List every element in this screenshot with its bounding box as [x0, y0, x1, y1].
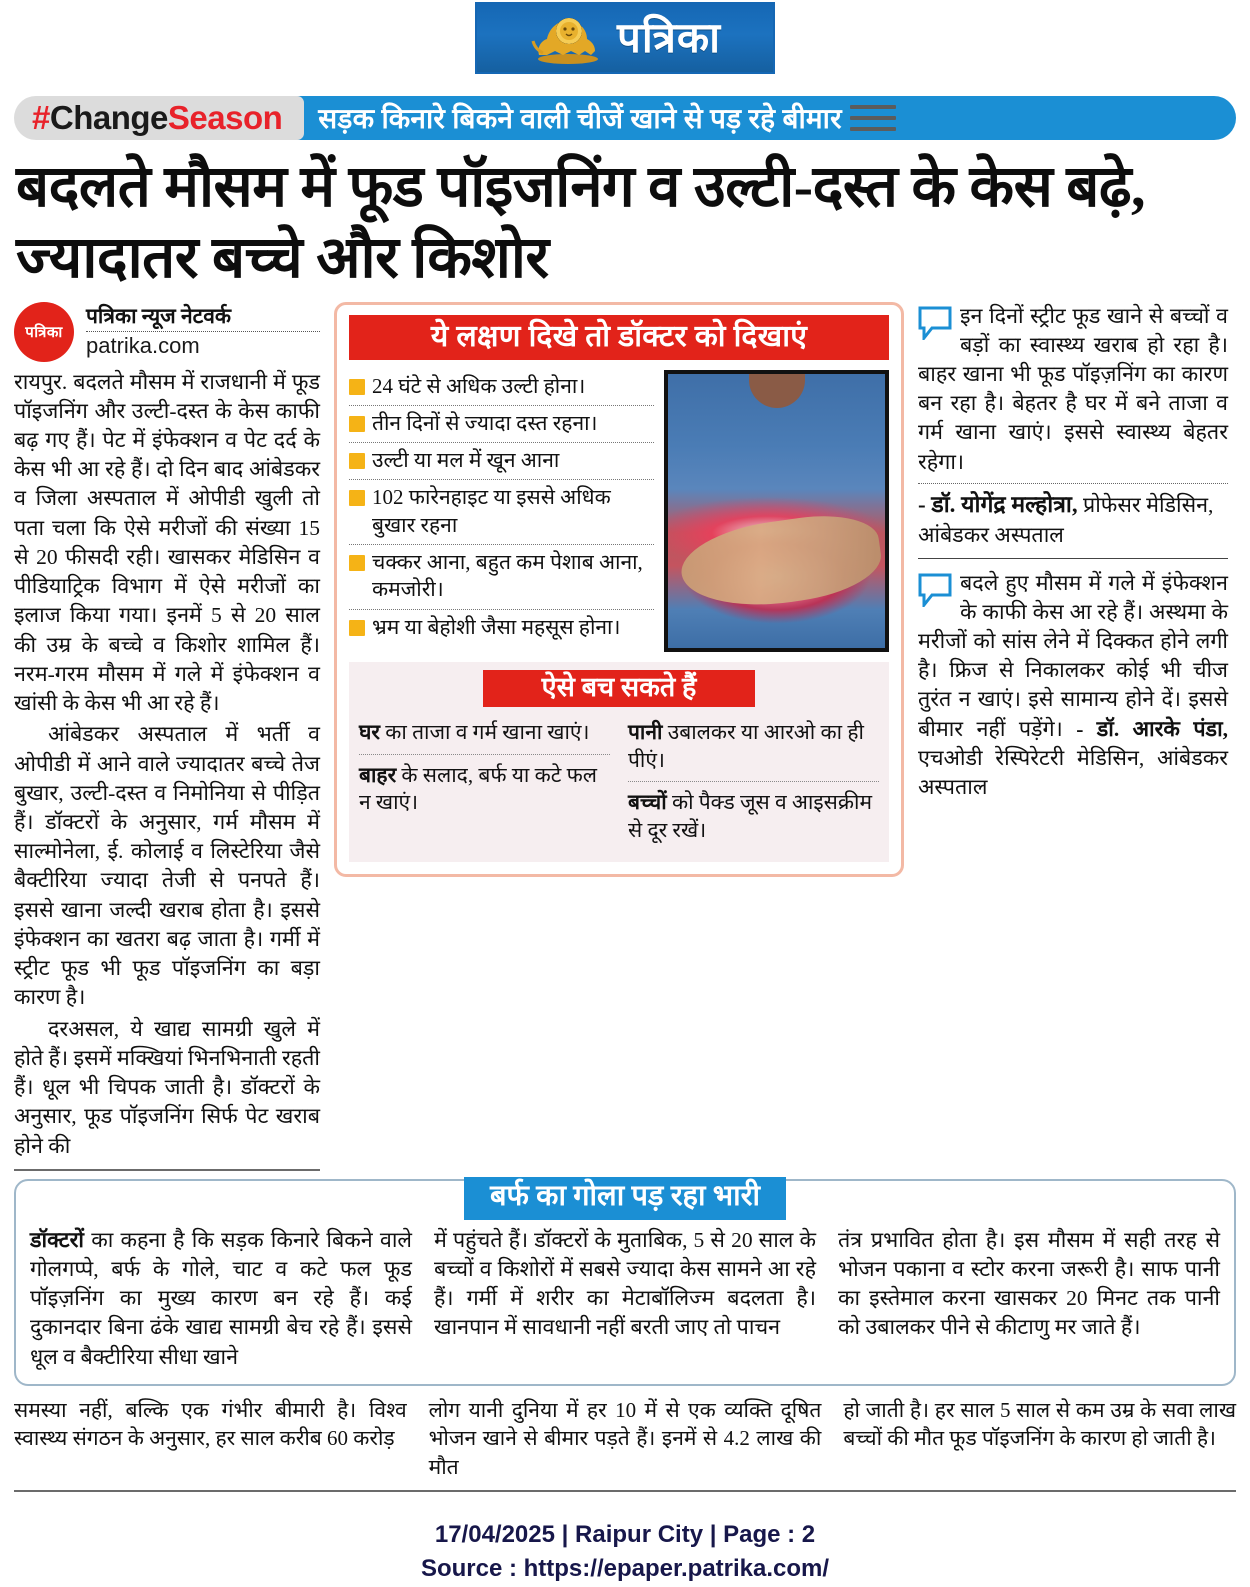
- tail-column-2: [429, 1396, 822, 1482]
- kicker-text: सड़क किनारे बिकने वाली चीजें खाने से पड़ रहे बीमार: [318, 104, 842, 135]
- symptoms-panel-title: ये लक्षण दिखे तो डॉक्टर को दिखाएं: [349, 315, 889, 360]
- prevention-rest: को पैक्ड जूस व आइसक्रीम से दूर रखें।: [628, 790, 873, 842]
- main-columns: [14, 302, 1236, 1163]
- prevention-column-left: [359, 717, 610, 850]
- list-item-label: भ्रम या बेहोशी जैसा महसूस होना।: [372, 614, 621, 639]
- ice-gola-column-1: [30, 1226, 412, 1372]
- list-item: [349, 481, 654, 543]
- list-item: [359, 760, 610, 822]
- byline-network: पत्रिका न्यूज नेटवर्क: [86, 303, 232, 328]
- paragraph: [30, 1226, 412, 1372]
- prevention-rest: का ताजा व गर्म खाना खाएं।: [380, 719, 590, 744]
- paragraph: में पहुंचते हैं। डॉक्टरों के मुताबिक, 5 से 20 साल के बच्चों व किशोरों में सबसे ज्यादा केस सामने आ रहे हैं। गर्मी में शरीर का मेटाबॉलिज्म बदलता है। खानपान में सावधानी नहीं बरती जाए तो पाचन: [434, 1227, 816, 1340]
- patrika-logo: [473, 0, 777, 76]
- list-item: [349, 611, 654, 645]
- ice-gola-column-3: [838, 1226, 1220, 1372]
- divider: [628, 781, 879, 782]
- quote-role: प्रोफेसर मेडिसिन, आंबेडकर अस्पताल: [918, 492, 1214, 547]
- quote-bubble-icon: [918, 306, 952, 340]
- hashtag-first-word: Change: [49, 99, 168, 136]
- ice-gola-box: [14, 1179, 1236, 1386]
- story-paragraph-1: रायपुर. बदलते मौसम में राजधानी में फूड पॉइजनिंग और उल्टी-दस्त के केस काफी बढ़ गए हैं। पेट में इंफेक्शन व पेट दर्द के केस भी आ रहे हैं। दो दिन बाद आंबेडकर व जिला अस्पताल में ओपीडी खुली तो पता चला कि ऐसे मरीजों की संख्या 15 से 20 फीसदी रही। खासकर मेडिसिन व पीडियाट्रिक विभाग में ऐसे मरीजों का इलाज किया गया। इनमें 5 से 20 साल की उम्र के बच्चे व किशोर शामिल हैं। नरम-गरम मौसम में गले में इंफेक्शन व खांसी के केस भी आ रहे हैं।: [14, 369, 320, 716]
- ice-gola-column-2: [434, 1226, 816, 1372]
- page-title: बदलते मौसम में फूड पॉइजनिंग व उल्टी-दस्त के केस बढ़े, ज्यादातर बच्चे और किशोर: [16, 154, 1146, 290]
- lion-icon: [529, 11, 607, 65]
- quote-author: - डॉ. योगेंद्र मल्होत्रा,: [918, 491, 1078, 517]
- ice-gola-columns: [30, 1226, 1220, 1372]
- logo-wordmark: पत्रिका: [616, 14, 722, 61]
- byline-text: [86, 305, 320, 358]
- list-item: [349, 407, 654, 441]
- expert-quote-1: [918, 302, 1228, 559]
- paragraph-body: का कहना है कि सड़क किनारे बिकने वाले गोलगप्पे, बर्फ के गोले, चाट व कटे फल फूड पॉइज़निंग का मुख्य कारण बन रहे हैं। कई दुकानदार बिना ढंके खाद्य सामग्री बेच रहे हैं। इससे धूल व बैक्टीरिया सीधा खाने: [30, 1227, 412, 1369]
- footer-date-line: 17/04/2025 | Raipur City | Page : 2: [434, 1520, 816, 1548]
- footer-source-line: Source : https://epaper.patrika.com/: [420, 1555, 830, 1583]
- prevention-lead: घर: [359, 719, 380, 744]
- symptoms-panel-box: [334, 302, 904, 877]
- divider: [349, 442, 654, 443]
- symptoms-panel: [334, 302, 904, 877]
- square-bullet-icon: [349, 490, 365, 506]
- left-column-rule: [14, 1169, 320, 1171]
- byline-divider: [86, 331, 320, 332]
- hashtag-pill: [14, 96, 304, 140]
- prevention-lead: पानी: [628, 719, 663, 744]
- prevention-rest: के सलाद, बर्फ या कटे फल न खाएं।: [359, 762, 598, 815]
- quote-text: [918, 569, 1228, 803]
- story-column: [14, 302, 320, 1163]
- divider: [349, 405, 654, 406]
- quote-author: - डॉ. आरके पंडा,: [1062, 716, 1229, 741]
- quote-bubble-icon: [918, 573, 952, 607]
- tail-column-3: [843, 1396, 1236, 1482]
- square-bullet-icon: [349, 620, 365, 636]
- list-item: [628, 787, 879, 849]
- list-item-label: चक्कर आना, बहुत कम पेशाब आना, कमजोरी।: [372, 549, 643, 602]
- divider: [349, 609, 654, 610]
- hash-symbol: #: [32, 99, 50, 136]
- expert-quotes-column: [918, 302, 1228, 803]
- hashtag-strip: [14, 94, 1236, 142]
- square-bullet-icon: [349, 453, 365, 469]
- symptoms-panel-body: [349, 370, 889, 652]
- stomach-pain-photo: [664, 370, 889, 652]
- list-item: [359, 717, 610, 752]
- quote-role: एचओडी रेस्पिरेटरी मेडिसिन, आंबेडकर अस्पताल: [918, 745, 1228, 800]
- prevention-section: [349, 662, 889, 862]
- quote-body: बदले हुए मौसम में गले में इंफेक्शन के काफी केस आ रहे हैं। अस्थमा के मरीजों को सांस लेने में दिक्कत होने लगी है। फ्रिज से निकालकर कोई भी चीज तुरंत न खाएं। इसे सामान्य होने दें। इससे बीमार नहीं पड़ेंगे।: [918, 570, 1228, 741]
- paragraph-lead: डॉक्टरों: [30, 1227, 84, 1252]
- masthead: [0, 0, 1250, 80]
- list-item: [349, 370, 654, 404]
- list-item-label: उल्टी या मल में खून आना: [372, 448, 560, 473]
- quote-attribution: [918, 490, 1228, 550]
- story-paragraph-3: दरअसल, ये खाद्य सामग्री खुले में होते हैं। इसमें मक्खियां भिनभिनाती रहती हैं। धूल भी चिपक जाती है। डॉक्टरों के अनुसार, फूड पॉइजनिंग सिर्फ पेट खराब होने की: [14, 1016, 320, 1158]
- byline: [14, 302, 320, 362]
- lower-title-wrap: [30, 1181, 1220, 1224]
- divider: [918, 483, 1228, 484]
- paragraph: समस्या नहीं, बल्कि एक गंभीर बीमारी है। विश्व स्वास्थ्य संगठन के अनुसार, हर साल करीब 60 करोड़: [14, 1397, 407, 1451]
- prevention-rest: उबालकर या आरओ का ही पीएं।: [628, 719, 864, 772]
- photo-content: [668, 374, 885, 648]
- prevention-title: ऐसे बच सकते हैं: [483, 670, 755, 707]
- list-item-label: तीन दिनों से ज्यादा दस्त रहना।: [372, 410, 598, 435]
- paragraph: हो जाती है। हर साल 5 साल से कम उम्र के सवा लाख बच्चों की मौत फूड पॉइजनिंग के कारण हो जाती है।: [843, 1397, 1237, 1451]
- divider: [918, 558, 1228, 559]
- list-item-label: 102 फारेनहाइट या इससे अधिक बुखार रहना: [372, 485, 611, 537]
- tail-column-1: [14, 1396, 407, 1482]
- paragraph: लोग यानी दुनिया में हर 10 में से एक व्यक्ति दूषित भोजन खाने से बीमार पड़ते हैं। इनमें से 4.2 लाख की मौत: [428, 1397, 822, 1479]
- prevention-grid: [359, 717, 879, 850]
- list-item: [628, 717, 879, 779]
- expert-quote-2: [918, 569, 1228, 803]
- list-item: [349, 444, 654, 478]
- kicker-band: [290, 96, 1236, 140]
- square-bullet-icon: [349, 379, 365, 395]
- divider: [359, 754, 610, 755]
- band-lines-icon: [850, 105, 896, 131]
- symptoms-list: [349, 370, 654, 652]
- list-item-label: 24 घंटे से अधिक उल्टी होना।: [372, 373, 586, 398]
- patrika-badge-icon: पत्रिका: [14, 302, 74, 362]
- story-paragraph-2: आंबेडकर अस्पताल में भर्ती व ओपीडी में आने वाले ज्यादातर बच्चे तेज बुखार, उल्टी-दस्त व निमोनिया से पीड़ित हैं। डॉक्टरों के अनुसार, गर्म मौसम में साल्मोनेला, ई. कोलाई व लिस्टेरिया जैसे बैक्टीरिया ज्यादा तेजी से पनपते हैं। इससे खाना जल्दी खराब होता है। इससे इंफेक्शन का खतरा बढ़ जाता है। गर्मी में स्ट्रीट फूड भी फूड पॉइजनिंग का बड़ा कारण है।: [14, 722, 320, 1010]
- page-footer: [0, 1518, 1250, 1587]
- divider: [349, 544, 654, 545]
- prevention-lead: बाहर: [359, 762, 397, 787]
- list-item: [349, 546, 654, 608]
- prevention-lead: बच्चों: [628, 790, 667, 815]
- paragraph: तंत्र प्रभावित होता है। इस मौसम में सही तरह से भोजन पकाना व स्टोर करना जरूरी है। साफ पानी का इस्तेमाल करना खासकर 20 मिनट तक पानी को उबालकर पीने से कीटाणु मर जाते हैं।: [838, 1227, 1220, 1340]
- tail-columns: [14, 1396, 1236, 1492]
- square-bullet-icon: [349, 416, 365, 432]
- prevention-column-right: [628, 717, 879, 850]
- byline-website: patrika.com: [86, 332, 200, 358]
- ice-gola-box-title: बर्फ का गोला पड़ रहा भारी: [464, 1177, 786, 1220]
- square-bullet-icon: [349, 555, 365, 571]
- quote-text: इन दिनों स्ट्रीट फूड खाने से बच्चों व बड़ों का स्वास्थ्य खराब हो रहा है। बाहर खाना भी फूड पॉइज़निंग का कारण बन रहा है। बेहतर है घर में बने ताजा व गर्म खाना खाएं। इससे स्वास्थ्य बेहतर रहेगा।: [918, 303, 1228, 474]
- hashtag-second-word: Season: [167, 99, 283, 136]
- divider: [349, 479, 654, 480]
